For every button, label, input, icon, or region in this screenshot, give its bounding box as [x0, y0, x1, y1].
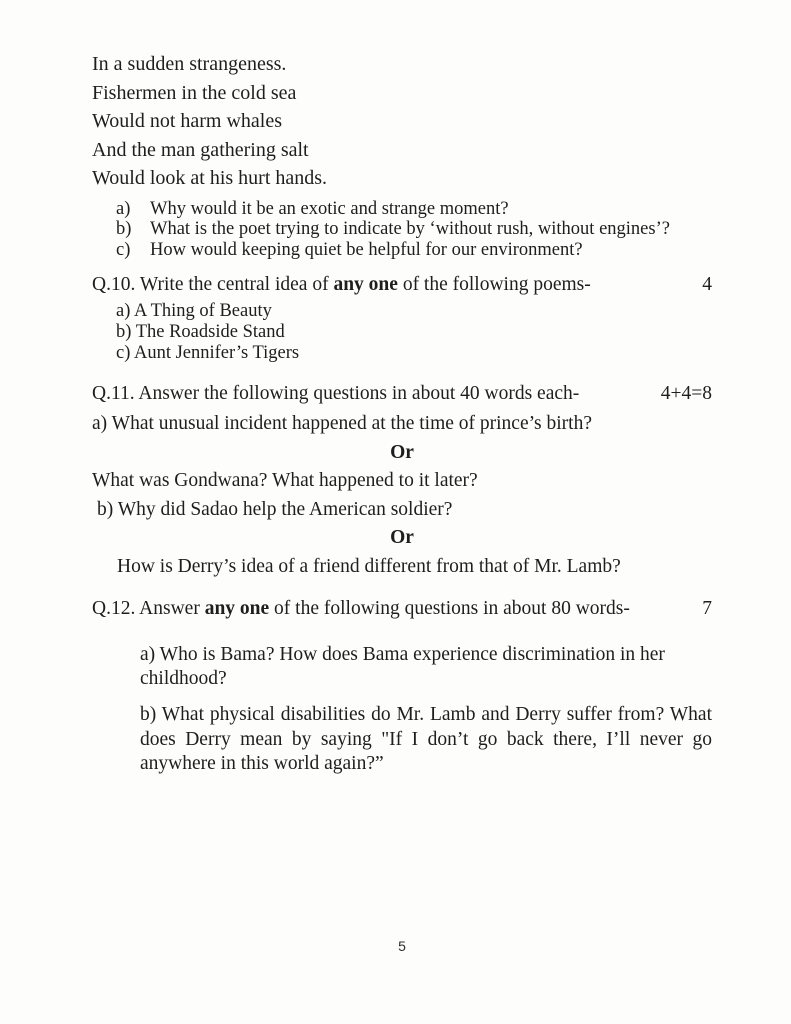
question-11-row: [92, 382, 712, 406]
list-marker: c): [116, 239, 131, 260]
or-separator: Or: [390, 441, 414, 463]
option-item: a) A Thing of Beauty: [116, 301, 272, 321]
marks-value: 7: [702, 598, 712, 619]
question-number: Q.12.: [92, 598, 136, 619]
option-item: c) Aunt Jennifer’s Tigers: [116, 343, 300, 363]
question-11-option-a-alt: What was Gondwana? What happened to it later?: [92, 470, 478, 491]
question-10-row: [92, 273, 712, 297]
question-text: Answer the following questions in about 40 words each-: [138, 383, 580, 404]
poem-question-text: What is the poet trying to indicate by ‘without rush, without engines’?: [150, 219, 670, 239]
marks-value: 4: [702, 274, 712, 295]
question-text-bold: any one: [333, 274, 398, 295]
poem-line: And the man gathering salt: [92, 138, 309, 161]
question-11-option-a: a) What unusual incident happened at the time of prince’s birth?: [92, 413, 592, 434]
question-text: Answer: [139, 598, 200, 619]
poem-question-text: Why would it be an exotic and strange moment?: [150, 198, 509, 219]
list-marker: b): [116, 219, 132, 239]
question-10-text: [92, 273, 591, 297]
option-item: b) The Roadside Stand: [116, 322, 285, 342]
or-separator: Or: [390, 527, 414, 548]
poem-questions: [92, 199, 712, 261]
poem-line: Would look at his hurt hands.: [92, 167, 328, 189]
question-11-text: [92, 382, 579, 406]
poem-line: Would not harm whales: [92, 110, 283, 132]
question-11-body: [92, 410, 712, 581]
question-10-options: [92, 301, 712, 364]
page-number: 5: [398, 938, 406, 954]
poem-line: In a sudden strangeness.: [92, 53, 287, 75]
poem-line: Fishermen in the cold sea: [92, 81, 297, 104]
poem-question-item: [116, 240, 712, 261]
question-text: of the following questions in about 80 words-: [274, 598, 630, 619]
question-number: Q.11.: [92, 383, 135, 404]
question-12-option-a: a) Who is Bama? How does Bama experience discrimination in her childhood?: [140, 644, 665, 689]
poem-question-item: [116, 219, 712, 240]
question-text: of the following poems-: [402, 274, 591, 295]
question-number: Q.10.: [92, 274, 136, 295]
list-marker: a): [116, 198, 131, 219]
question-11-option-b: b) Why did Sadao help the American soldier?: [97, 498, 453, 520]
question-12-text: [92, 597, 630, 621]
poem-excerpt: [92, 50, 712, 193]
question-12-row: [92, 597, 712, 621]
marks-value: 4+4=8: [660, 383, 712, 404]
question-text: Write the central idea of: [139, 274, 329, 295]
question-12-option-b: b) What physical disabilities do Mr. Lamb and Derry suffer from? What does Derry mean by saying "If I don’t go back there, I’ll never go anywhere in this world again?”: [140, 704, 712, 774]
question-11-option-b-alt: How is Derry’s idea of a friend different from that of Mr. Lamb?: [117, 555, 621, 577]
question-text-bold: any one: [204, 598, 270, 619]
poem-question-text: How would keeping quiet be helpful for our environment?: [150, 239, 583, 260]
poem-question-item: [116, 199, 712, 220]
